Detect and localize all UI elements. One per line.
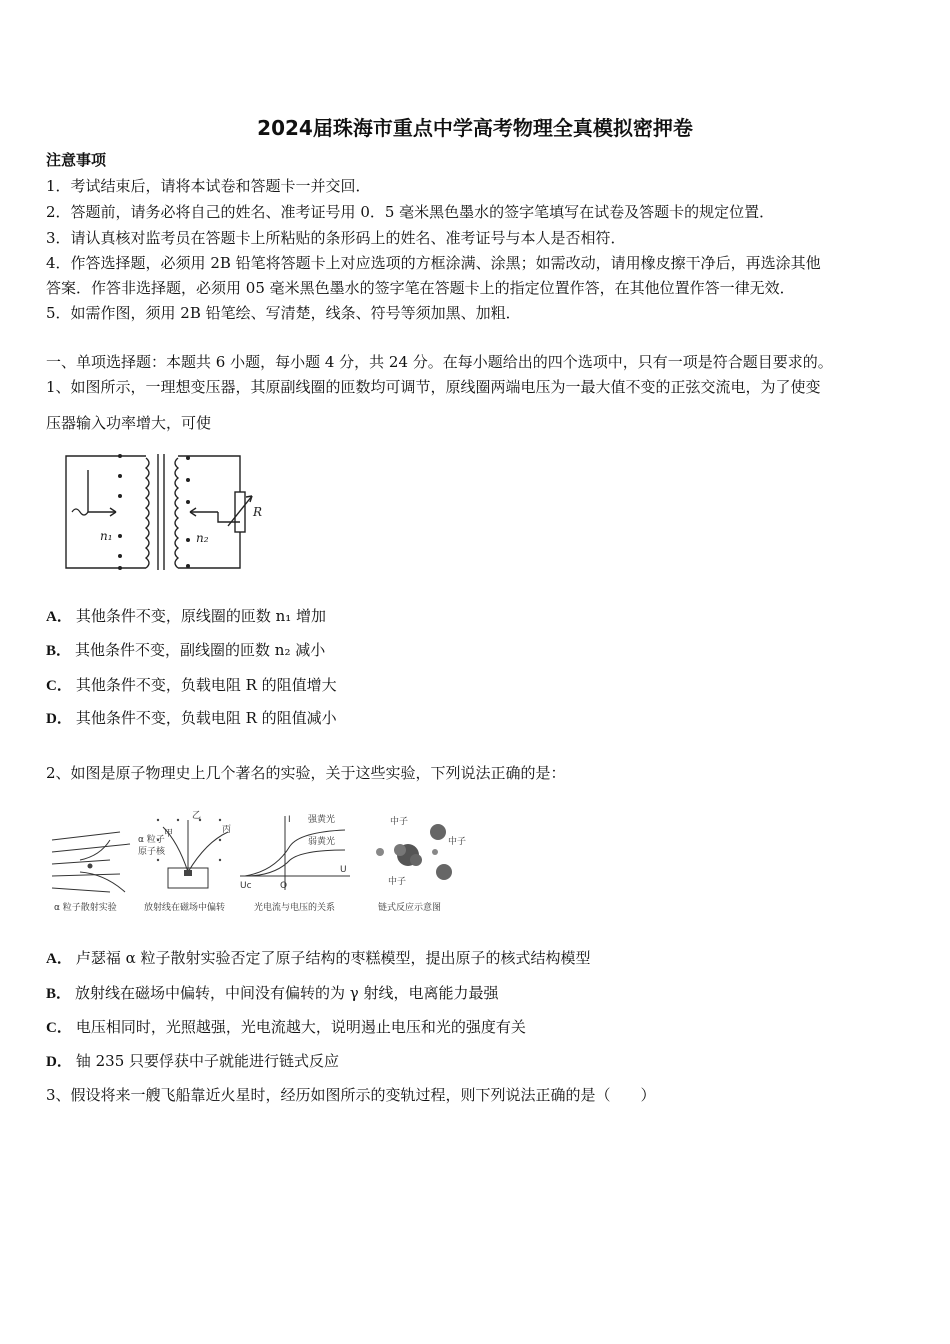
svg-text:中子: 中子 — [390, 817, 409, 827]
q2-option-c[interactable]: C． 电压相同时，光照越强，光电流越大，说明遏止电压和光的强度有关 — [46, 1018, 526, 1036]
r-label: R — [253, 505, 263, 519]
caption-magnetic: 放射线在磁场中偏转 — [144, 903, 226, 913]
svg-text:I: I — [288, 815, 291, 825]
svg-text:O: O — [280, 881, 288, 891]
q1-option-b[interactable]: B． 其他条件不变，副线圈的匝数 n₂ 减小 — [46, 641, 326, 659]
question-1-stem: 1、如图所示，一理想变压器，其原副线圈的匝数均可调节，原线圈两端电压为一最大值不变的正弦交流电，为了使变 — [46, 378, 821, 396]
svg-text:强黄光: 强黄光 — [308, 815, 336, 825]
svg-text:原子核: 原子核 — [138, 847, 166, 857]
transformer-figure — [58, 450, 278, 580]
svg-text:α 粒子: α 粒子 — [138, 835, 165, 845]
notice-item: 5．如需作图，须用 2B 铅笔绘、写清楚，线条、符号等须加黑、加粗． — [46, 304, 521, 322]
svg-text:U: U — [340, 865, 347, 875]
caption-chain: 链式反应示意图 — [378, 903, 442, 913]
question-2-stem: 2、如图是原子物理史上几个著名的实验，关于这些实验，下列说法正确的是： — [46, 764, 566, 782]
svg-text:乙: 乙 — [192, 811, 202, 821]
svg-text:甲: 甲 — [164, 829, 174, 839]
n1-label: n₁ — [100, 529, 113, 543]
notice-item: 1．考试结束后，请将本试卷和答题卡一并交回． — [46, 177, 371, 195]
question-3-stem: 3、假设将来一艘飞船靠近火星时，经历如图所示的变轨过程，则下列说法正确的是（ ） — [46, 1086, 656, 1104]
svg-text:中子: 中子 — [448, 837, 467, 847]
svg-text:弱黄光: 弱黄光 — [308, 837, 336, 847]
notice-heading: 注意事项 — [46, 151, 107, 169]
q2-option-d[interactable]: D． 铀 235 只要俘获中子就能进行链式反应 — [46, 1052, 340, 1070]
question-1-stem-cont: 压器输入功率增大，可使 — [46, 414, 212, 432]
svg-text:中子: 中子 — [388, 877, 407, 887]
svg-text:丙: 丙 — [222, 825, 232, 835]
notice-item: 2．答题前，请务必将自己的姓名、准考证号用 0．5 毫米黑色墨水的签字笔填写在试卷及答题卡的规定位置． — [46, 203, 775, 221]
q1-option-d[interactable]: D． 其他条件不变，负载电阻 R 的阻值减小 — [46, 709, 337, 727]
q2-option-b[interactable]: B． 放射线在磁场中偏转，中间没有偏转的为 γ 射线，电离能力最强 — [46, 984, 499, 1002]
caption-photo: 光电流与电压的关系 — [254, 903, 336, 913]
notice-item: 答案．作答非选择题，必须用 05 毫米黑色墨水的签字笔在答题卡上的指定位置作答，在其他位置作答一律无效． — [46, 279, 795, 297]
atomic-experiments-figure — [50, 810, 470, 915]
q2-option-a[interactable]: A． 卢瑟福 α 粒子散射实验否定了原子结构的枣糕模型，提出原子的核式结构模型 — [46, 949, 591, 967]
page-title: 2024届珠海市重点中学高考物理全真模拟密押卷 — [257, 116, 693, 140]
notice-item: 4．作答选择题，必须用 2B 铅笔将答题卡上对应选项的方框涂满、涂黑；如需改动，请用橡皮擦干净后，再选涂其他 — [46, 254, 821, 272]
q1-option-c[interactable]: C． 其他条件不变，负载电阻 R 的阻值增大 — [46, 676, 337, 694]
caption-alpha: α 粒子散射实验 — [54, 903, 117, 913]
n2-label: n₂ — [196, 531, 209, 545]
svg-text:Uc: Uc — [240, 881, 252, 891]
notice-item: 3．请认真核对监考员在答题卡上所粘贴的条形码上的姓名、准考证号与本人是否相符． — [46, 229, 626, 247]
q1-option-a[interactable]: A． 其他条件不变，原线圈的匝数 n₁ 增加 — [46, 607, 327, 625]
section-heading: 一、单项选择题：本题共 6 小题，每小题 4 分，共 24 分。在每小题给出的四个选项中，只有一项是符合题目要求的。 — [46, 353, 833, 371]
